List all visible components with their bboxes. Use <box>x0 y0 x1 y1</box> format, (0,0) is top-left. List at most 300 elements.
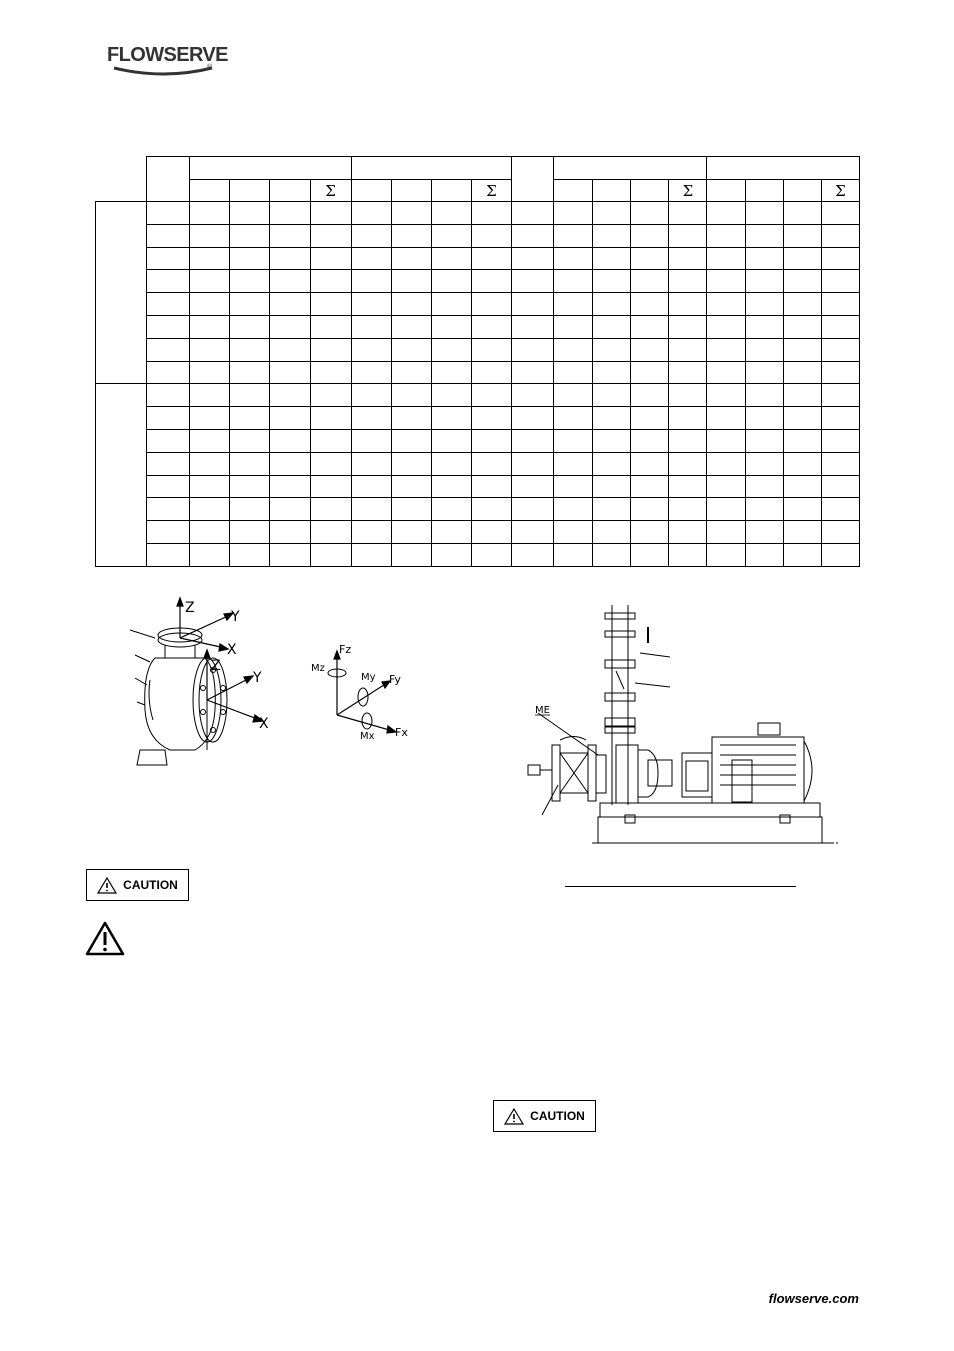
table-cell <box>351 247 391 270</box>
table-cell <box>745 224 783 247</box>
table-cell <box>190 521 230 544</box>
table-cell <box>511 270 553 293</box>
table-header-row <box>96 157 860 180</box>
table-cell <box>783 498 821 521</box>
table-cell <box>431 498 471 521</box>
table-cell <box>471 543 511 566</box>
table-cell <box>745 293 783 316</box>
table-cell <box>554 270 593 293</box>
caution-label: CAUTION <box>123 878 178 892</box>
table-cell <box>351 407 391 430</box>
table-cell <box>310 315 351 338</box>
table-cell <box>351 224 391 247</box>
table-cell <box>631 224 669 247</box>
table-cell <box>391 202 431 225</box>
table-cell <box>707 224 745 247</box>
axis-label-x-side: X <box>259 716 269 732</box>
table-cell <box>230 543 270 566</box>
table-cell <box>821 498 859 521</box>
table-cell <box>270 270 310 293</box>
table-cell <box>391 338 431 361</box>
force-label-fy: Fy <box>389 673 401 686</box>
table-cell <box>593 498 631 521</box>
table-cell <box>310 475 351 498</box>
table-cell <box>270 384 310 407</box>
force-label-fz: Fz <box>339 643 352 656</box>
table-cell <box>391 407 431 430</box>
table-cell <box>593 361 631 384</box>
table-cell <box>190 407 230 430</box>
table-cell <box>783 270 821 293</box>
table-cell <box>190 498 230 521</box>
table-row <box>96 202 860 225</box>
size-header-cell <box>147 157 190 202</box>
table-cell <box>669 521 707 544</box>
table-cell <box>471 475 511 498</box>
table-cell <box>190 224 230 247</box>
table-row <box>96 429 860 452</box>
table-cell <box>669 475 707 498</box>
table-cell <box>391 498 431 521</box>
axis-header-cell <box>270 180 310 202</box>
table-cell <box>554 521 593 544</box>
table-cell <box>230 224 270 247</box>
table-cell <box>783 384 821 407</box>
table-cell <box>190 452 230 475</box>
table-cell <box>310 384 351 407</box>
table-cell <box>554 384 593 407</box>
table-cell <box>631 338 669 361</box>
table-cell <box>431 407 471 430</box>
table-cell <box>310 543 351 566</box>
table-cell <box>511 338 553 361</box>
table-cell <box>745 315 783 338</box>
table-cell <box>270 407 310 430</box>
table-cell <box>511 247 553 270</box>
table-cell <box>431 543 471 566</box>
table-cell <box>669 293 707 316</box>
table-cell <box>707 407 745 430</box>
table-cell <box>511 293 553 316</box>
table-row <box>96 338 860 361</box>
table-cell <box>147 498 190 521</box>
table-cell <box>783 247 821 270</box>
table-cell <box>431 521 471 544</box>
table-cell <box>230 293 270 316</box>
table-cell <box>669 429 707 452</box>
table-cell <box>351 361 391 384</box>
table-cell <box>391 384 431 407</box>
table-cell <box>471 224 511 247</box>
axis-label-z-top: Z <box>185 600 195 616</box>
table-cell <box>783 521 821 544</box>
table-cell <box>147 270 190 293</box>
table-cell <box>230 361 270 384</box>
table-cell <box>431 247 471 270</box>
table-cell <box>631 361 669 384</box>
table-cell <box>783 338 821 361</box>
table-cell <box>631 315 669 338</box>
table-cell <box>554 452 593 475</box>
table-cell <box>431 361 471 384</box>
table-cell <box>391 452 431 475</box>
table-cell <box>707 361 745 384</box>
table-row <box>96 224 860 247</box>
table-cell <box>707 247 745 270</box>
table-cell <box>745 452 783 475</box>
table-row <box>96 543 860 566</box>
table-cell <box>270 452 310 475</box>
table-cell <box>471 315 511 338</box>
table-cell <box>554 429 593 452</box>
axis-label-y-top: Y <box>231 609 240 625</box>
table-cell <box>310 202 351 225</box>
table-row <box>96 247 860 270</box>
group-header-cell <box>707 157 860 180</box>
axis-label-x-top: X <box>227 642 237 658</box>
table-cell <box>147 521 190 544</box>
axis-header-cell <box>593 180 631 202</box>
moment-label-mz: Mz <box>311 663 325 674</box>
table-cell <box>707 384 745 407</box>
table-cell <box>593 384 631 407</box>
table-cell <box>391 429 431 452</box>
table-row <box>96 315 860 338</box>
table-cell <box>669 407 707 430</box>
table-cell <box>554 338 593 361</box>
table-cell <box>147 224 190 247</box>
moment-label-mx: Mx <box>360 731 375 742</box>
table-cell <box>511 452 553 475</box>
table-cell <box>230 315 270 338</box>
axis-header-cell <box>707 180 745 202</box>
footer-url: flowserve.com <box>768 1291 859 1306</box>
table-cell <box>593 247 631 270</box>
table-cell <box>554 475 593 498</box>
table-cell <box>190 543 230 566</box>
table-subheader-row <box>96 180 860 202</box>
table-cell <box>147 202 190 225</box>
table-cell <box>707 475 745 498</box>
table-cell <box>310 498 351 521</box>
table-cell <box>471 361 511 384</box>
table-cell <box>230 338 270 361</box>
axis-header-cell <box>631 180 669 202</box>
axis-header-cell <box>351 180 391 202</box>
table-cell <box>351 293 391 316</box>
size-header-cell <box>511 157 553 202</box>
table-cell <box>593 270 631 293</box>
table-cell <box>707 315 745 338</box>
table-cell <box>147 293 190 316</box>
table-cell <box>147 384 190 407</box>
sigma-header-cell: Σ <box>310 180 351 202</box>
table-cell <box>593 293 631 316</box>
axis-label-y-side: Y <box>253 670 262 686</box>
table-cell <box>431 315 471 338</box>
table-cell <box>230 498 270 521</box>
table-cell <box>230 202 270 225</box>
table-cell <box>310 521 351 544</box>
table-cell <box>821 543 859 566</box>
table-cell <box>631 498 669 521</box>
table-cell <box>351 429 391 452</box>
table-cell <box>783 293 821 316</box>
table-cell <box>270 338 310 361</box>
table-cell <box>783 407 821 430</box>
table-cell <box>351 543 391 566</box>
table-cell <box>669 224 707 247</box>
table-cell <box>783 429 821 452</box>
table-cell <box>351 384 391 407</box>
axis-header-cell <box>230 180 270 202</box>
table-cell <box>554 293 593 316</box>
table-cell <box>511 407 553 430</box>
table-cell <box>190 315 230 338</box>
table-cell <box>270 521 310 544</box>
table-cell <box>431 270 471 293</box>
table-cell <box>431 224 471 247</box>
table-cell <box>270 202 310 225</box>
table-cell <box>270 224 310 247</box>
caution-label: CAUTION <box>530 1109 585 1123</box>
table-cell <box>554 315 593 338</box>
table-cell <box>821 521 859 544</box>
table-cell <box>783 202 821 225</box>
table-cell <box>593 475 631 498</box>
table-cell <box>821 338 859 361</box>
table-cell <box>310 338 351 361</box>
table-cell <box>511 224 553 247</box>
table-cell <box>821 224 859 247</box>
table-cell <box>511 498 553 521</box>
table-cell <box>511 384 553 407</box>
table-cell <box>707 498 745 521</box>
table-cell <box>669 270 707 293</box>
table-cell <box>471 452 511 475</box>
table-cell <box>147 475 190 498</box>
table-cell <box>821 429 859 452</box>
table-cell <box>190 270 230 293</box>
table-row <box>96 384 860 407</box>
table-cell <box>631 202 669 225</box>
me-label: ME <box>535 705 550 716</box>
axis-header-cell <box>190 180 230 202</box>
table-cell <box>190 293 230 316</box>
table-cell <box>230 247 270 270</box>
table-cell <box>707 521 745 544</box>
sigma-header-cell: Σ <box>471 180 511 202</box>
table-cell <box>511 475 553 498</box>
table-cell <box>821 384 859 407</box>
table-cell <box>511 543 553 566</box>
table-cell <box>707 452 745 475</box>
table-cell <box>669 202 707 225</box>
table-cell <box>554 498 593 521</box>
table-cell <box>270 543 310 566</box>
table-cell <box>745 338 783 361</box>
table-cell <box>593 521 631 544</box>
hazard-warning-icon <box>85 921 125 956</box>
table-cell <box>391 475 431 498</box>
table-cell <box>745 361 783 384</box>
table-cell <box>554 247 593 270</box>
table-cell <box>391 247 431 270</box>
table-cell <box>745 407 783 430</box>
figure-caption-underline <box>565 886 796 887</box>
table-cell <box>821 247 859 270</box>
table-cell <box>471 338 511 361</box>
warning-triangle-icon <box>504 1108 524 1125</box>
table-row <box>96 475 860 498</box>
group-header-cell <box>351 157 511 180</box>
table-cell <box>471 429 511 452</box>
force-moment-diagram <box>305 635 425 745</box>
table-cell <box>190 429 230 452</box>
table-cell <box>270 498 310 521</box>
table-cell <box>270 293 310 316</box>
table-cell <box>310 407 351 430</box>
axis-header-cell <box>783 180 821 202</box>
table-cell <box>230 407 270 430</box>
table-cell <box>471 202 511 225</box>
table-cell <box>821 475 859 498</box>
table-cell <box>147 452 190 475</box>
table-cell <box>431 429 471 452</box>
table-cell <box>391 270 431 293</box>
table-cell <box>230 384 270 407</box>
table-cell <box>669 338 707 361</box>
table-cell <box>669 361 707 384</box>
table-cell <box>669 498 707 521</box>
axis-header-cell <box>391 180 431 202</box>
table-cell <box>745 498 783 521</box>
table-row <box>96 407 860 430</box>
table-cell <box>230 429 270 452</box>
table-cell <box>631 429 669 452</box>
brand-name: FLOWSERVE <box>107 44 228 66</box>
table-cell <box>593 315 631 338</box>
table-cell <box>230 452 270 475</box>
table-cell <box>230 521 270 544</box>
row-group-cell <box>96 384 147 566</box>
axis-header-cell <box>431 180 471 202</box>
table-cell <box>554 543 593 566</box>
warning-triangle-icon <box>97 877 117 894</box>
table-cell <box>147 338 190 361</box>
table-cell <box>783 361 821 384</box>
sigma-header-cell: Σ <box>669 180 707 202</box>
table-cell <box>511 202 553 225</box>
table-cell <box>821 202 859 225</box>
table-cell <box>554 202 593 225</box>
table-row <box>96 521 860 544</box>
force-label-fx: Fx <box>395 726 408 739</box>
table-row <box>96 293 860 316</box>
table-cell <box>593 224 631 247</box>
moment-label-my: My <box>361 672 376 683</box>
table-row <box>96 270 860 293</box>
table-cell <box>190 384 230 407</box>
table-cell <box>351 498 391 521</box>
table-cell <box>745 247 783 270</box>
trademark-mark: ® <box>207 64 213 71</box>
table-cell <box>391 293 431 316</box>
table-cell <box>310 247 351 270</box>
table-cell <box>669 315 707 338</box>
table-cell <box>190 475 230 498</box>
table-cell <box>593 429 631 452</box>
table-cell <box>471 293 511 316</box>
table-cell <box>631 293 669 316</box>
table-cell <box>351 315 391 338</box>
table-cell <box>707 270 745 293</box>
table-cell <box>783 224 821 247</box>
table-cell <box>270 361 310 384</box>
axis-header-cell <box>554 180 593 202</box>
table-cell <box>631 270 669 293</box>
table-cell <box>707 293 745 316</box>
table-cell <box>351 270 391 293</box>
table-cell <box>431 475 471 498</box>
group-header-cell <box>190 157 351 180</box>
table-cell <box>745 270 783 293</box>
table-cell <box>310 429 351 452</box>
table-cell <box>310 452 351 475</box>
table-cell <box>707 543 745 566</box>
table-cell <box>745 475 783 498</box>
table-cell <box>593 452 631 475</box>
nozzle-loads-table <box>95 156 860 567</box>
table-cell <box>351 202 391 225</box>
table-cell <box>593 202 631 225</box>
table-cell <box>431 452 471 475</box>
table-cell <box>631 247 669 270</box>
row-group-cell <box>96 202 147 384</box>
table-cell <box>270 247 310 270</box>
table-cell <box>745 521 783 544</box>
table-cell <box>270 315 310 338</box>
table-cell <box>745 429 783 452</box>
table-cell <box>511 429 553 452</box>
table-cell <box>783 315 821 338</box>
table-cell <box>351 475 391 498</box>
table-cell <box>783 543 821 566</box>
table-cell <box>431 338 471 361</box>
table-cell <box>190 202 230 225</box>
table-row <box>96 361 860 384</box>
table-cell <box>783 452 821 475</box>
table-cell <box>351 338 391 361</box>
table-cell <box>511 361 553 384</box>
table-cell <box>511 315 553 338</box>
table-cell <box>270 475 310 498</box>
table-cell <box>147 315 190 338</box>
table-cell <box>351 521 391 544</box>
table-cell <box>431 293 471 316</box>
table-cell <box>783 475 821 498</box>
table-cell <box>471 521 511 544</box>
table-cell <box>593 407 631 430</box>
table-cell <box>745 543 783 566</box>
table-cell <box>431 202 471 225</box>
table-row <box>96 498 860 521</box>
table-cell <box>707 338 745 361</box>
axis-label-z-side: Z <box>211 658 221 674</box>
axis-header-cell <box>745 180 783 202</box>
table-cell <box>554 361 593 384</box>
table-cell <box>190 361 230 384</box>
